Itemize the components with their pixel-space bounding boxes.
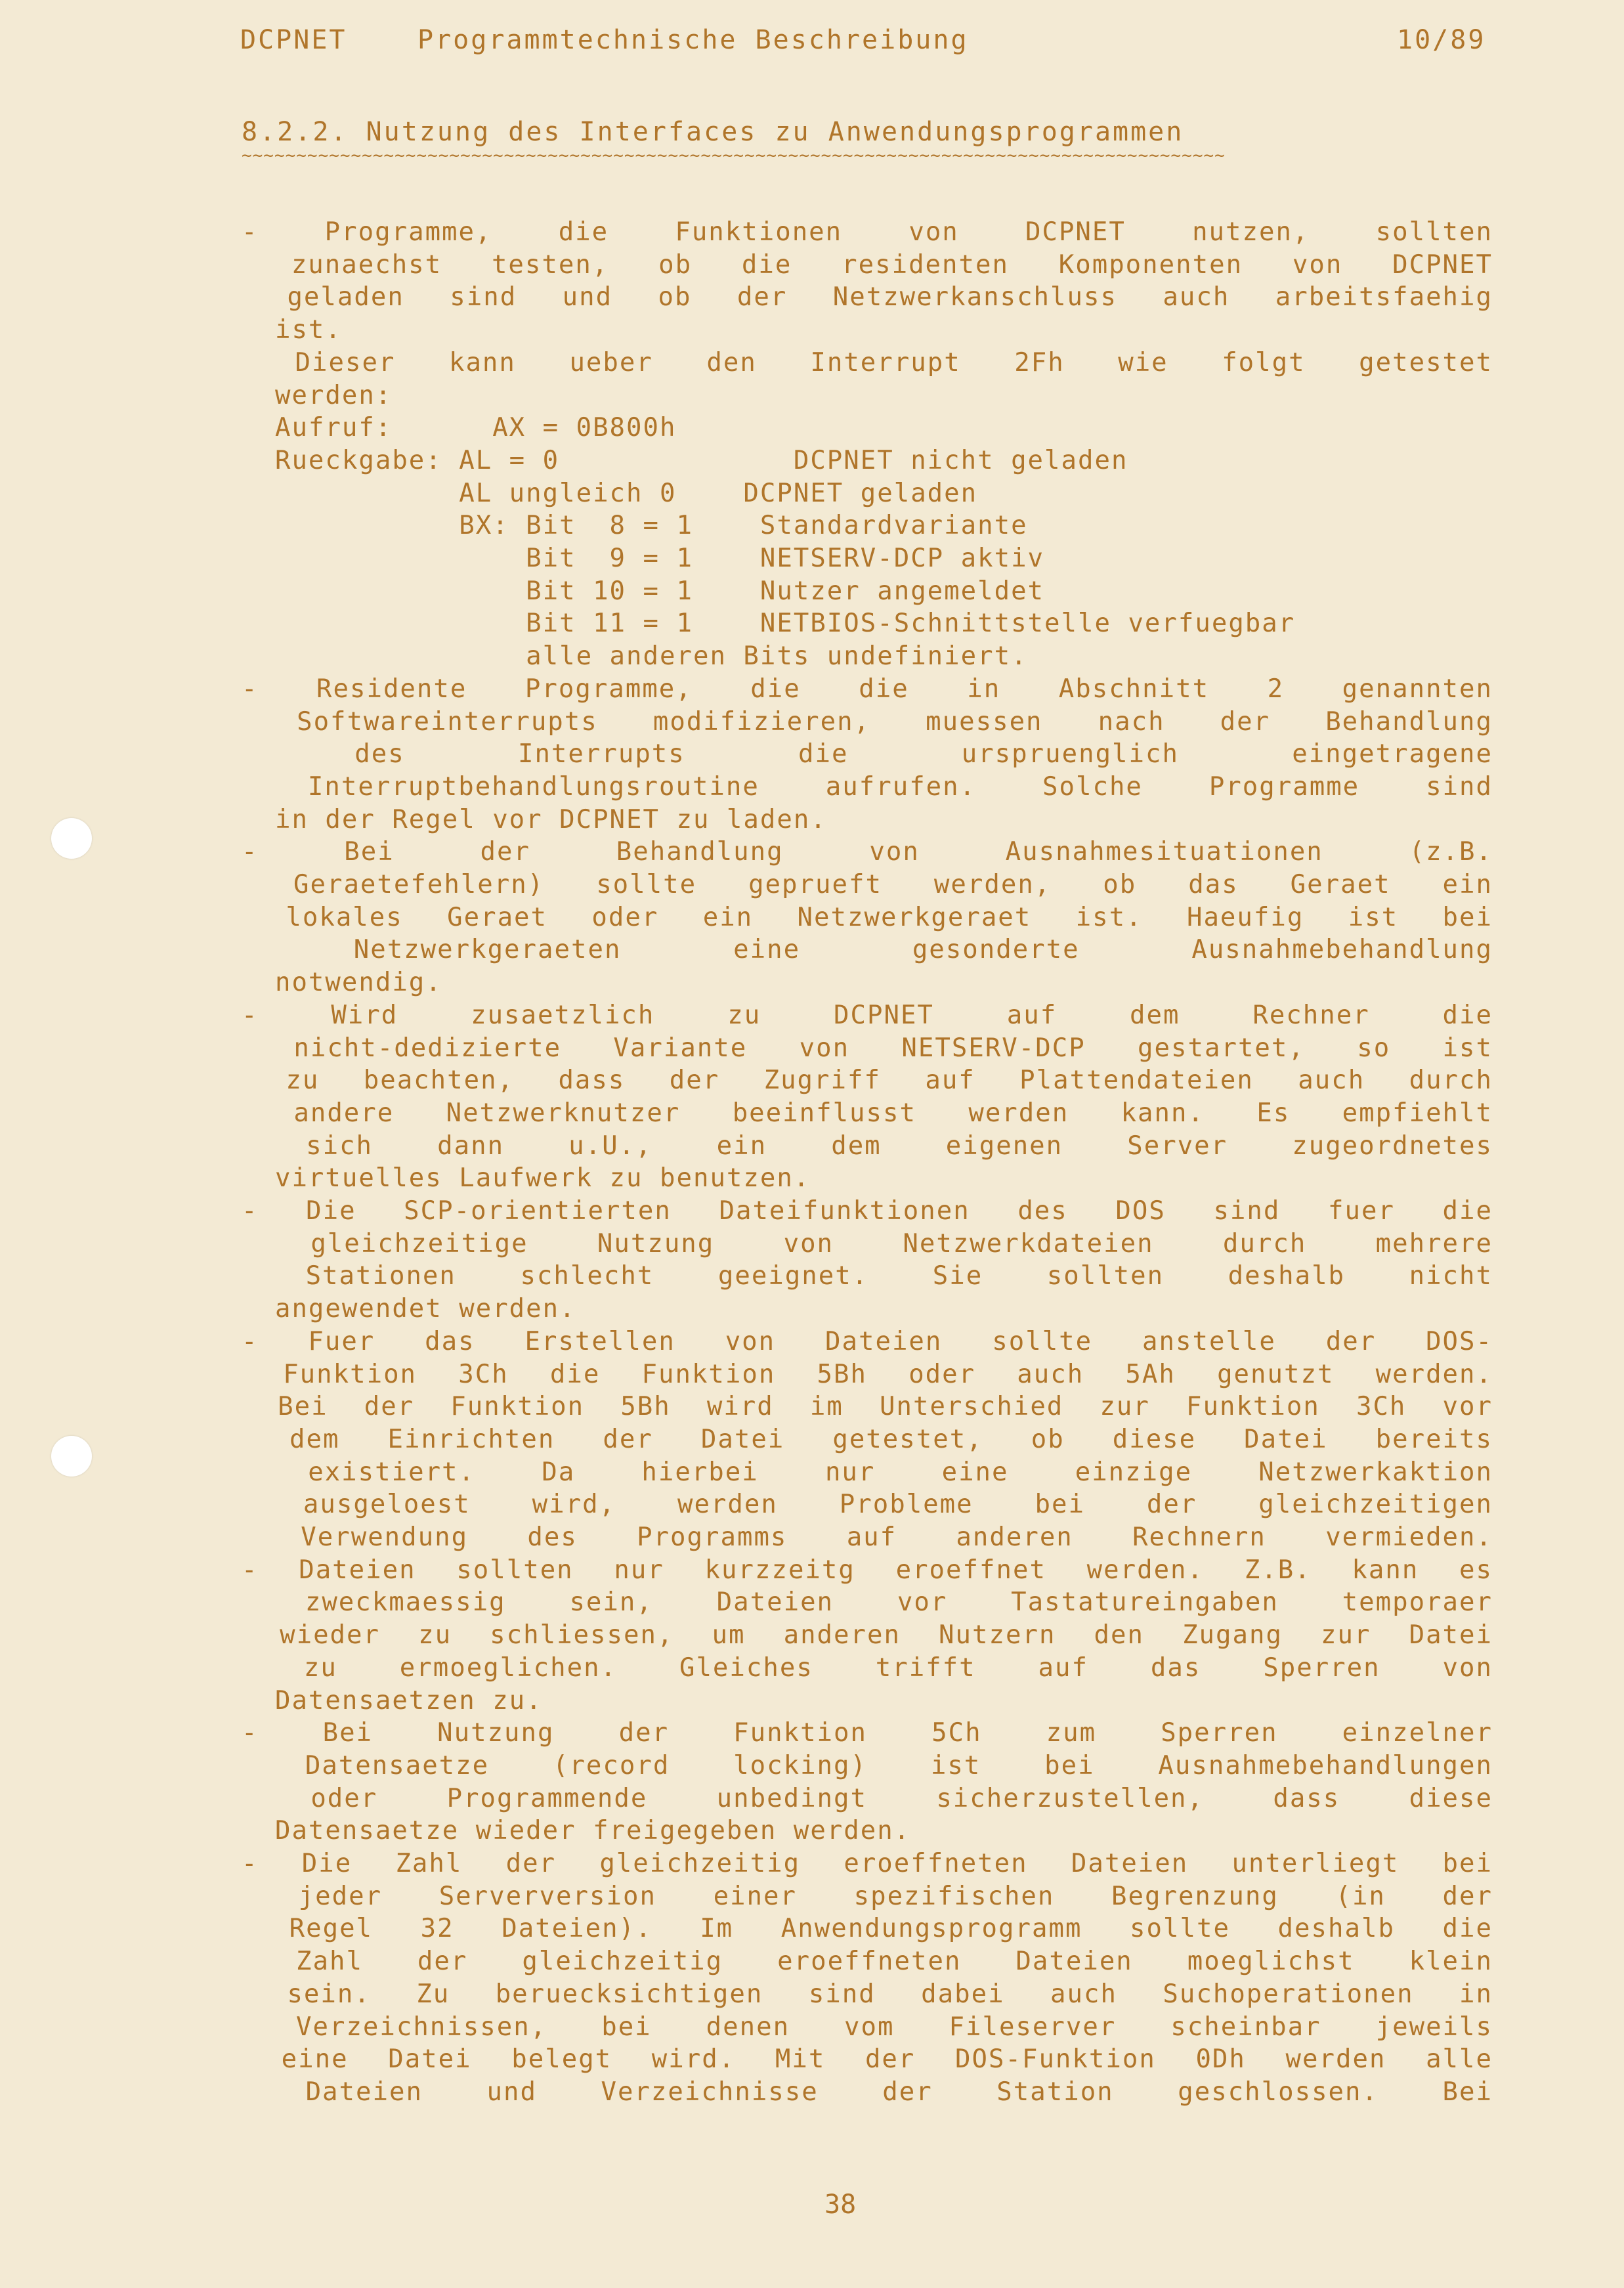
text-line: Datensaetze wieder freigegeben werden. [242, 1816, 911, 1846]
text-line: Verwendung des Programms auf anderen Rechnern vermieden. [242, 1522, 1493, 1552]
text-line: - Fuer das Erstellen von Dateien sollte anstelle der DOS- [242, 1327, 1493, 1356]
text-line: Aufruf: AX = 0B800h [242, 413, 677, 442]
text-line: sein. Zu beruecksichtigen sind dabei auch Suchoperationen in [242, 1979, 1493, 2009]
section-underline: ~~~~~~~~~~~~~~~~~~~~~~~~~~~~~~~~~~~~~~~~~~~~~~~~~~~~~~~~~~~~~~~~~~~~~~~~~~~~~~~~~~~~~~~~~~ [242, 146, 1226, 165]
section-title: 8.2.2. Nutzung des Interfaces zu Anwendungsprogrammen [242, 117, 1184, 147]
text-line: geladen sind und ob der Netzwerkanschluss auch arbeitsfaehig [242, 282, 1493, 312]
text-line: oder Programmende unbedingt sicherzustellen, dass diese [242, 1784, 1493, 1813]
punch-hole-upper [51, 818, 92, 859]
text-line: gleichzeitige Nutzung von Netzwerkdateien durch mehrere [242, 1229, 1493, 1259]
text-line: andere Netzwerknutzer beeinflusst werden kann. Es empfiehlt [242, 1098, 1493, 1128]
text-line: Funktion 3Ch die Funktion 5Bh oder auch 5Ah genutzt werden. [242, 1360, 1493, 1389]
text-line: - Die SCP-orientierten Dateifunktionen des DOS sind fuer die [242, 1196, 1493, 1226]
text-line: dem Einrichten der Datei getestet, ob diese Datei bereits [242, 1425, 1493, 1454]
punch-hole-lower [51, 1436, 92, 1477]
header-center: Programmtechnische Beschreibung [417, 25, 969, 55]
text-line: zu beachten, dass der Zugriff auf Plattendateien auch durch [242, 1066, 1493, 1095]
text-line: lokales Geraet oder ein Netzwerkgeraet ist. Haeufig ist bei [242, 903, 1493, 932]
text-line: BX: Bit 8 = 1 Standardvariante [242, 511, 1028, 540]
text-line: virtuelles Laufwerk zu benutzen. [242, 1163, 811, 1193]
text-line: notwendig. [242, 968, 442, 997]
text-line: Geraetefehlern) sollte geprueft werden, ob das Geraet ein [242, 870, 1493, 899]
text-line: ausgeloest wird, werden Probleme bei der gleichzeitigen [242, 1490, 1493, 1519]
text-line: Softwareinterrupts modifizieren, muessen nach der Behandlung [242, 707, 1493, 737]
text-line: Stationen schlecht geeignet. Sie sollten deshalb nicht [242, 1261, 1493, 1291]
text-line: werden: [242, 381, 393, 410]
text-line: Regel 32 Dateien). Im Anwendungsprogramm sollte deshalb die [242, 1914, 1493, 1943]
text-line: angewendet werden. [242, 1294, 576, 1324]
text-line: - Wird zusaetzlich zu DCPNET auf dem Rechner die [242, 1001, 1493, 1030]
text-line: jeder Serverversion einer spezifischen Begrenzung (in der [242, 1882, 1493, 1911]
text-line: Interruptbehandlungsroutine aufrufen. Solche Programme sind [242, 772, 1493, 802]
text-line: Bit 9 = 1 NETSERV-DCP aktiv [242, 544, 1045, 573]
text-line: Netzwerkgeraeten eine gesonderte Ausnahmebehandlung [242, 935, 1493, 964]
text-line: Datensaetze (record locking) ist bei Ausnahmebehandlungen [242, 1751, 1493, 1781]
text-line: nicht-dedizierte Variante von NETSERV-DCP gestartet, so ist [242, 1033, 1493, 1063]
text-line: sich dann u.U., ein dem eigenen Server zugeordnetes [242, 1131, 1493, 1161]
text-line: alle anderen Bits undefiniert. [242, 641, 1028, 671]
text-line: Bit 10 = 1 Nutzer angemeldet [242, 576, 1045, 606]
text-line: Dateien und Verzeichnisse der Station geschlossen. Bei [242, 2077, 1493, 2107]
text-line: Rueckgabe: AL = 0 DCPNET nicht geladen [242, 446, 1128, 475]
text-line: eine Datei belegt wird. Mit der DOS-Funktion 0Dh werden alle [242, 2044, 1493, 2074]
text-line: - Programme, die Funktionen von DCPNET nutzen, sollten [242, 217, 1493, 247]
text-line: in der Regel vor DCPNET zu laden. [242, 805, 827, 834]
text-line: Zahl der gleichzeitig eroeffneten Dateien moeglichst klein [242, 1947, 1493, 1976]
text-line: AL ungleich 0 DCPNET geladen [242, 479, 978, 508]
text-line: - Residente Programme, die die in Abschnitt 2 genannten [242, 674, 1493, 704]
text-line: - Bei der Behandlung von Ausnahmesituationen (z.B. [242, 837, 1493, 867]
text-line: wieder zu schliessen, um anderen Nutzern den Zugang zur Datei [242, 1620, 1493, 1650]
text-line: zunaechst testen, ob die residenten Komponenten von DCPNET [242, 250, 1493, 280]
text-line: Bei der Funktion 5Bh wird im Unterschied zur Funktion 3Ch vor [242, 1392, 1493, 1421]
text-line: zu ermoeglichen. Gleiches trifft auf das Sperren von [242, 1653, 1493, 1683]
text-line: Dieser kann ueber den Interrupt 2Fh wie folgt getestet [242, 348, 1493, 378]
text-line: ist. [242, 315, 342, 345]
text-line: Bit 11 = 1 NETBIOS-Schnittstelle verfuegbar [242, 609, 1296, 638]
text-line: zweckmaessig sein, Dateien vor Tastatureingaben temporaer [242, 1587, 1493, 1617]
text-line: Datensaetzen zu. [242, 1686, 543, 1716]
header-right: 10/89 [1397, 25, 1486, 55]
text-line: - Die Zahl der gleichzeitig eroeffneten Dateien unterliegt bei [242, 1849, 1493, 1878]
header-left: DCPNET [240, 25, 347, 55]
text-line: Verzeichnissen, bei denen vom Fileserver scheinbar jeweils [242, 2012, 1493, 2042]
page-number: 38 [824, 2190, 857, 2220]
text-line: - Dateien sollten nur kurzzeitg eroeffnet werden. Z.B. kann es [242, 1555, 1493, 1585]
text-line: des Interrupts die urspruenglich eingetragene [242, 739, 1493, 769]
text-line: - Bei Nutzung der Funktion 5Ch zum Sperren einzelner [242, 1718, 1493, 1748]
text-line: existiert. Da hierbei nur eine einzige Netzwerkaktion [242, 1457, 1493, 1487]
